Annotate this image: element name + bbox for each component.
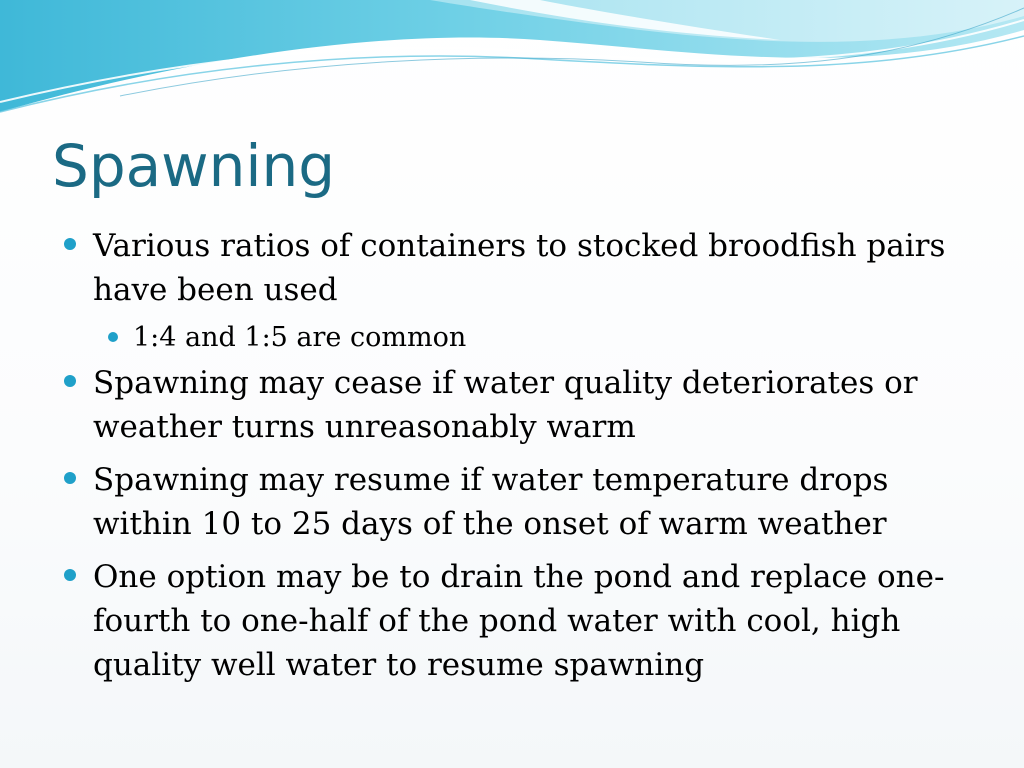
bullet-item (60, 458, 960, 546)
bullet-dot-icon (108, 332, 118, 342)
bullet-text: Spawning may resume if water temperature drops within 10 to 25 days of the onset of warm weather (93, 462, 889, 542)
bullet-dot-icon (64, 375, 76, 387)
bullet-item (60, 224, 960, 312)
bullet-text: Spawning may cease if water quality deteriorates or weather turns unreasonably warm (93, 365, 918, 445)
slide-title: Spawning (52, 132, 336, 200)
bullet-text: Various ratios of containers to stocked broodfish pairs have been used (93, 228, 946, 308)
bullet-list (60, 224, 960, 696)
sub-bullet-text: 1:4 and 1:5 are common (133, 322, 467, 353)
bullet-text: One option may be to drain the pond and replace one-fourth to one-half of the pond water with cool, high quality well water to resume spawning (93, 559, 945, 683)
sub-bullet-item (60, 318, 960, 358)
bullet-dot-icon (64, 238, 76, 250)
bullet-dot-icon (64, 472, 76, 484)
bullet-item (60, 361, 960, 449)
bullet-item (60, 555, 960, 687)
wave-header-decoration (0, 0, 1024, 130)
bullet-dot-icon (64, 569, 76, 581)
